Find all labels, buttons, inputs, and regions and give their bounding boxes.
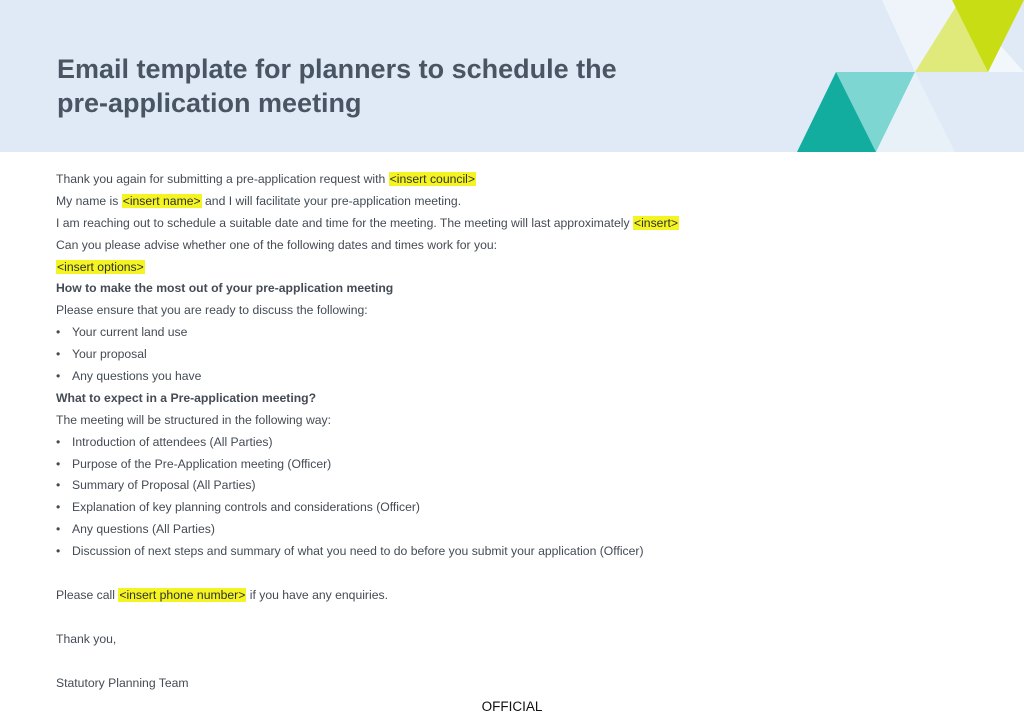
bullet: • <box>56 325 61 340</box>
name-suffix-text: and I will facilitate your pre-application meeting. <box>201 193 462 208</box>
bullet: • <box>56 434 61 449</box>
bullet: • <box>56 369 61 384</box>
call-suffix-text: if you have any enquiries. <box>246 588 388 603</box>
email-body <box>56 169 956 695</box>
structured-line: The meeting will be structured in the following way: <box>56 412 332 427</box>
list-item <box>56 541 956 563</box>
heading-most-out: How to make the most out of your pre-application meeting <box>56 281 394 296</box>
list-item <box>56 475 956 497</box>
bullet: • <box>56 522 61 537</box>
heading-expect: What to expect in a Pre-application meeting? <box>56 390 317 405</box>
list-item-text: Discussion of next steps and summary of what you need to do before you submit your application (Officer) <box>72 544 644 559</box>
thank-you-text: Thank you again for submitting a pre-application request with <box>56 172 389 186</box>
list-item <box>56 497 956 519</box>
list-item-text: Explanation of key planning controls and considerations (Officer) <box>72 500 420 515</box>
name-prefix-text: My name is <box>56 193 122 208</box>
reaching-out-text: I am reaching out to schedule a suitable date and time for the meeting. The meeting will last approximately <box>56 215 633 230</box>
signature-line: Statutory Planning Team <box>56 675 189 690</box>
list-item-text: Summary of Proposal (All Parties) <box>72 478 256 493</box>
list-item-text: Any questions (All Parties) <box>72 522 215 537</box>
spacer <box>56 563 956 585</box>
placeholder-phone: <insert phone number> <box>119 588 246 603</box>
bullet: • <box>56 478 61 493</box>
reaching-out-line <box>56 213 956 235</box>
placeholder-council: <insert council> <box>389 172 476 186</box>
placeholder-options: <insert options> <box>57 259 144 274</box>
closing-line: Thank you, <box>56 631 117 646</box>
list-item-text: Your proposal <box>72 347 147 362</box>
thank-you-line <box>56 169 956 191</box>
structure-list <box>56 432 956 563</box>
placeholder-duration: <insert> <box>633 215 679 230</box>
list-item-text: Your current land use <box>72 325 188 340</box>
bullet: • <box>56 347 61 362</box>
page-title <box>57 52 617 120</box>
header-banner <box>0 0 1024 152</box>
list-item-text: Purpose of the Pre-Application meeting (Officer) <box>72 456 332 471</box>
call-prefix-text: Please call <box>56 588 119 603</box>
advise-line: Can you please advise whether one of the following dates and times work for you: <box>56 237 498 252</box>
bullet: • <box>56 500 61 515</box>
list-item <box>56 366 956 388</box>
name-line <box>56 191 956 213</box>
spacer <box>56 651 956 673</box>
list-item <box>56 432 956 454</box>
page-title-line-2: pre-application meeting <box>57 88 362 118</box>
list-item-text: Any questions you have <box>72 369 202 384</box>
ensure-line: Please ensure that you are ready to discuss the following: <box>56 303 368 318</box>
bullet: • <box>56 456 61 471</box>
list-item <box>56 454 956 476</box>
options-line <box>56 257 956 279</box>
spacer <box>56 607 956 629</box>
discuss-list <box>56 322 956 388</box>
page-title-line-1: Email template for planners to schedule the <box>57 54 617 84</box>
classification-footer: OFFICIAL <box>481 699 543 714</box>
call-line <box>56 585 956 607</box>
list-item <box>56 519 956 541</box>
bullet: • <box>56 544 61 559</box>
list-item <box>56 322 956 344</box>
list-item <box>56 344 956 366</box>
placeholder-name: <insert name> <box>122 193 201 208</box>
list-item-text: Introduction of attendees (All Parties) <box>72 434 273 449</box>
